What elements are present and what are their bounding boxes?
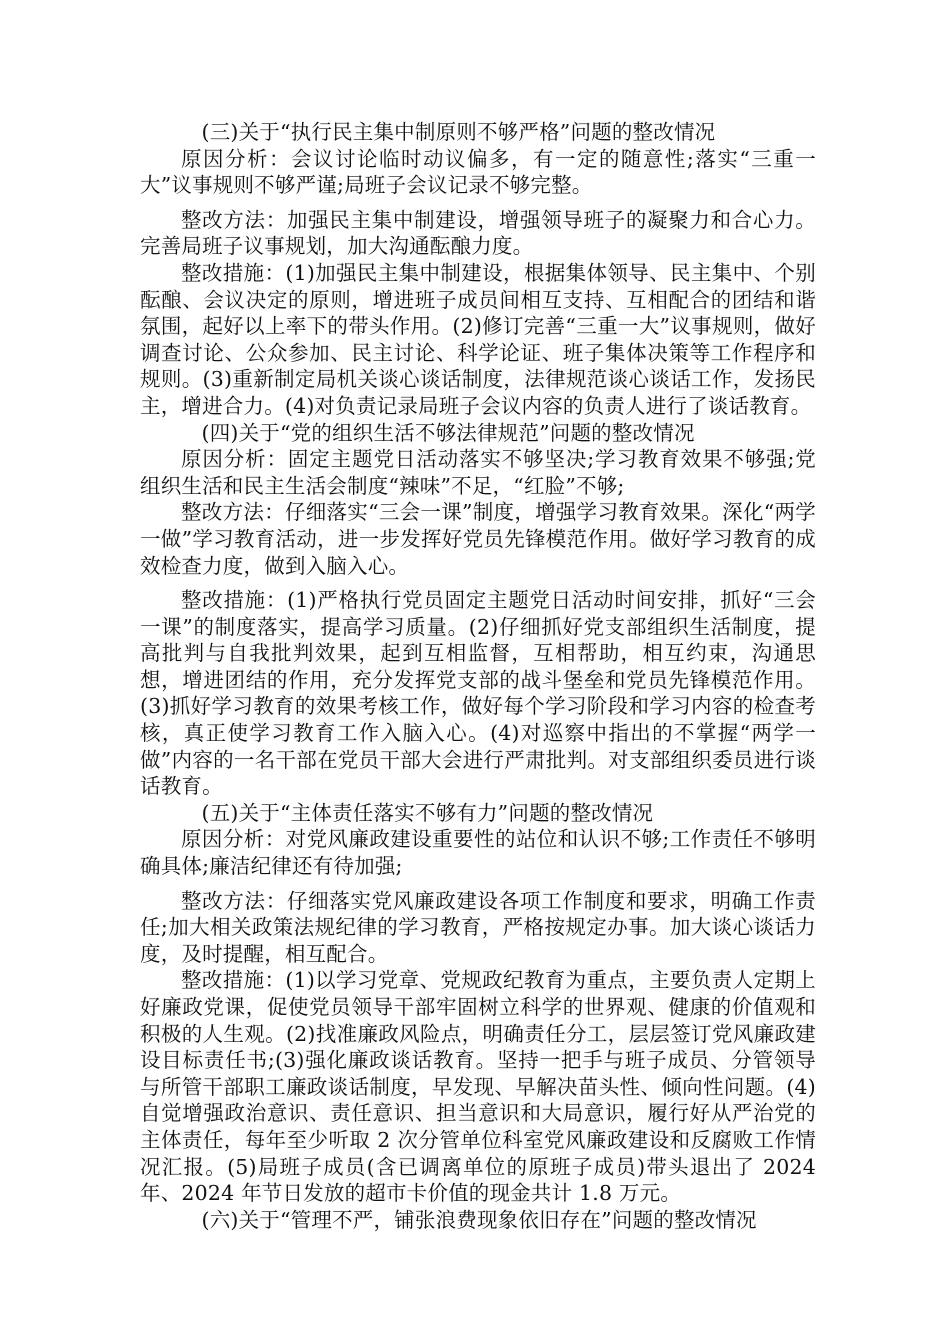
rectification-measures-3: 整改措施：(1)加强民主集中制建设，根据集体领导、民主集中、个别酝酿、会议决定的原则，增进班子成员间相互支持、互相配合的团结和谐氛围，起好以上率下的带头作用。(2)修订完善“三重一大”议事规则，做好调查讨论、公众参加、民主讨论、科学论证、班子集体决策等工作程序和规则。(3)重新制定局机关谈心谈话制度，法律规范谈心谈话工作，发扬民主，增进合力。(4)对负责记录局班子会议内容的负责人进行了谈话教育。 [140,260,816,418]
cause-analysis-4: 原因分析：固定主题党日活动落实不够坚决;学习教育效果不够强;党组织生活和民主生活会制度“辣味”不足，“红脸”不够; [140,447,816,498]
document-body [140,119,816,1233]
section-heading-4: (四)关于“党的组织生活不够法律规范”问题的整改情况 [201,420,695,445]
cause-analysis-3: 原因分析：会议讨论临时动议偏多，有一定的随意性;落实“三重一大”议事规则不够严谨;局班子会议记录不够完整。 [140,146,816,198]
section-heading-3: (三)关于“执行民主集中制原则不够严格”问题的整改情况 [201,120,716,144]
rectification-method-4: 整改方法：仔细落实“三会一课”制度，增强学习教育效果。深化“两学一做”学习教育活动，进一步发挥好党员先锋模范作用。做好学习教育的成效检查力度，做到入脑入心。 [140,500,816,578]
rectification-method-5: 整改方法：仔细落实党风廉政建设各项工作制度和要求，明确工作责任;加大相关政策法规纪律的学习教育，严格按规定办事。加大谈心谈话力度，及时提醒，相互配合。 [140,888,816,966]
rectification-method-3: 整改方法：加强民主集中制建设，增强领导班子的凝聚力和合心力。完善局班子议事规划，加大沟通酝酿力度。 [140,207,816,259]
section-heading-6: (六)关于“管理不严，铺张浪费现象依旧存在”问题的整改情况 [201,1207,757,1232]
section-heading-5: (五)关于“主体责任落实不够有力”问题的整改情况 [201,800,654,825]
cause-analysis-5: 原因分析：对党风廉政建设重要性的站位和认识不够;工作责任不够明确具体;廉洁纪律还有待加强; [140,827,816,879]
rectification-measures-4: 整改措施：(1)严格执行党员固定主题党日活动时间安排，抓好“三会一课”的制度落实，提高学习质量。(2)仔细抓好党支部组织生活制度，提高批判与自我批判效果，起到互相监督，互相帮助，相互约束，沟通思想，增进团结的作用，充分发挥党支部的战斗堡垒和党员先锋模范作用。(3)抓好学习教育的效果考核工作，做好每个学习阶段和学习内容的检查考核，真正使学习教育工作入脑入心。(4)对巡察中指出的不掌握“两学一做”内容的一名干部在党员干部大会进行严肃批判。对支部组织委员进行谈话教育。 [140,588,816,799]
rectification-measures-5: 整改措施：(1)以学习党章、党规政纪教育为重点，主要负责人定期上好廉政党课，促使党员领导干部牢固树立科学的世界观、健康的价值观和积极的人生观。(2)找准廉政风险点，明确责任分工，层层签订党风廉政建设目标责任书;(3)强化廉政谈话教育。坚持一把手与班子成员、分管领导与所管干部职工廉政谈话制度，早发现、早解决苗头性、倾向性问题。(4)自觉增强政治意识、责任意识、担当意识和大局意识，履行好从严治党的主体责任，每年至少听取 2 次分管单位科室党风廉政建设和反腐败工作情况汇报。(5)局班子成员(含已调离单位的原班子成员)带头退出了 2024 年、2024 年节日发放的超市卡价值的现金共计 1.8 万元。 [140,968,816,1206]
